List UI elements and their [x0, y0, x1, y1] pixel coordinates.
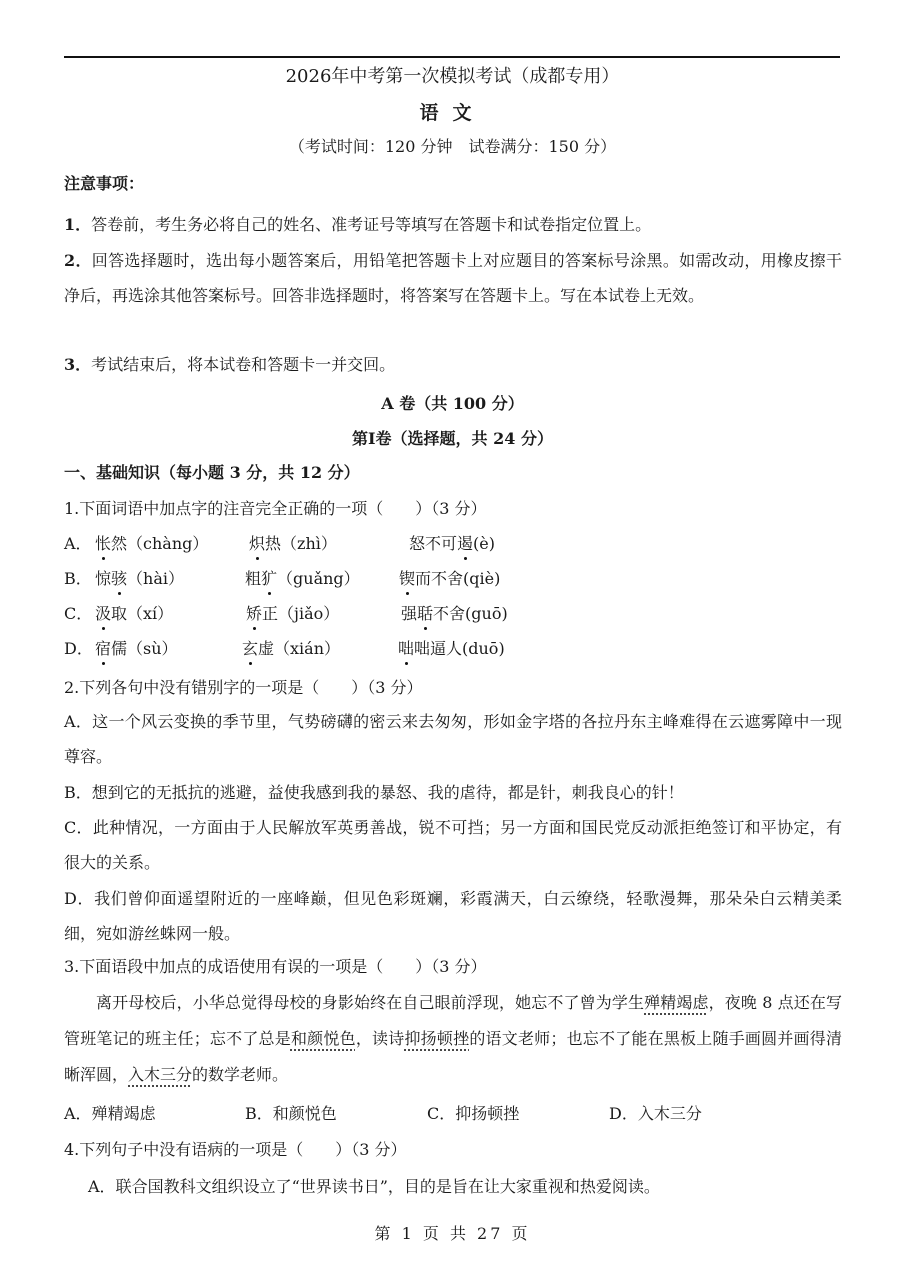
header-rule — [64, 56, 840, 58]
option-text: 我们曾仰面遥望附近的一座峰巅，但见色彩斑斓，彩霞满天，白云缭绕，轻歌漫舞，那朵朵白云精美柔细，宛如游丝蛛网一般。 — [64, 889, 842, 943]
note-text: 回答选择题时，选出每小题答案后，用铅笔把答题卡上对应题目的答案标号涂黑。如需改动，用橡皮擦干净后，再选涂其他答案标号。回答非选择题时，将答案写在答题卡上。写在本试卷上无效。 — [64, 251, 842, 305]
dotted-char: 锲 — [399, 567, 415, 591]
dotted-idiom-3 — [404, 1029, 469, 1048]
q2-option-a — [64, 704, 842, 774]
option-label: D． — [64, 639, 93, 658]
word-pre: 粗 — [245, 569, 262, 588]
q1-d-word-1 — [95, 637, 178, 661]
q3-option-d — [609, 1102, 702, 1126]
exam-meta: （考试时间：120 分钟 试卷满分：150 分） — [288, 137, 617, 156]
note-item-1 — [64, 207, 842, 242]
word-post: 然（chàng） — [111, 534, 209, 553]
option-text: 入木三分 — [637, 1104, 702, 1123]
exam-title: 2026年中考第一次模拟考试（成都专用） — [285, 66, 620, 87]
q2-option-d — [64, 881, 842, 951]
option-label: A． — [88, 1177, 116, 1196]
note-item-3 — [64, 347, 842, 382]
q1-stem: 1.下面词语中加点字的注音完全正确的一项（ ）（3 分） — [64, 499, 487, 518]
dotted-char: 遏 — [457, 532, 473, 556]
option-text: 联合国教科文组织设立了“世界读书日”，目的是旨在让大家重视和热爱阅读。 — [115, 1177, 660, 1196]
note-number: 3． — [64, 355, 92, 374]
dotted-char: 炽 — [249, 532, 265, 556]
passage-text: ，读诗 — [355, 1029, 405, 1048]
q1-c-word-2 — [246, 602, 339, 626]
q3-passage — [64, 985, 842, 1093]
basic-knowledge-heading: 一、基础知识（每小题 3 分，共 12 分） — [64, 463, 360, 482]
q1-a-word-3 — [409, 532, 495, 556]
dotted-char: 宿 — [95, 637, 111, 661]
idiom-text: 殚精竭虑 — [644, 993, 709, 1012]
passage-text: 的语文老师；也忘不了能在黑板上随手画圆并画得清晰浑圆， — [64, 1029, 842, 1084]
option-text: 这一个风云变换的季节里，气势磅礴的密云来去匆匆，形如金字塔的各拉丹东主峰难得在云遮雾障中一现尊容。 — [64, 712, 842, 766]
word-pre: 强 — [401, 604, 418, 623]
note-text: 答卷前，考生务必将自己的姓名、准考证号等填写在答题卡和试卷指定位置上。 — [91, 215, 652, 234]
q1-a-word-2 — [249, 532, 337, 556]
notes-heading: 注意事项： — [64, 174, 145, 193]
option-label: D． — [64, 889, 95, 908]
q1-b-word-2 — [245, 567, 360, 591]
q2-option-c — [64, 810, 842, 880]
q1-b-word-3 — [399, 567, 500, 591]
word-post: （guǎng） — [277, 569, 360, 588]
idiom-text: 抑扬顿挫 — [404, 1029, 470, 1048]
option-label: C． — [64, 818, 93, 837]
dotted-char: 怅 — [95, 532, 111, 556]
word-pre: 惊 — [95, 569, 112, 588]
word-post: 咄逼人(duō) — [414, 639, 505, 658]
q4-stem: 4.下列句子中没有语病的一项是（ ）（3 分） — [64, 1140, 407, 1159]
word-post: 取（xí） — [111, 604, 174, 623]
dotted-idiom-1 — [644, 993, 709, 1012]
option-label: B． — [245, 1104, 273, 1123]
option-label: B． — [64, 783, 92, 802]
q2-option-b — [64, 775, 842, 810]
dotted-char: 聒 — [417, 602, 433, 626]
dotted-char: 骇 — [111, 567, 127, 591]
option-text: 此种情况，一方面由于人民解放军英勇善战，锐不可挡；另一方面和国民党反动派拒绝签订和平协定，有很大的关系。 — [64, 818, 842, 872]
q2-stem: 2.下列各句中没有错别字的一项是（ ）（3 分） — [64, 678, 423, 697]
option-label: C． — [64, 604, 93, 623]
dotted-idiom-2 — [291, 1029, 356, 1048]
subject-title: 语文 — [419, 102, 486, 124]
word-post: （hài） — [127, 569, 184, 588]
q3-stem: 3.下面语段中加点的成语使用有误的一项是（ ）（3 分） — [64, 957, 487, 976]
idiom-text: 入木三分 — [128, 1065, 193, 1084]
idiom-text: 和颜悦色 — [290, 1029, 356, 1048]
note-number: 2． — [64, 251, 92, 270]
note-item-2 — [64, 243, 842, 313]
page-number: 第 1 页 共 27 页 — [374, 1224, 531, 1243]
word-post: 正（jiǎo） — [262, 604, 340, 623]
option-text: 殚精竭虑 — [91, 1104, 156, 1123]
q1-d-word-2 — [242, 637, 340, 661]
volume-a-heading: A 卷（共 100 分） — [381, 394, 524, 413]
q4-option-a — [88, 1175, 660, 1199]
option-label: B． — [64, 569, 92, 588]
q1-a-word-1 — [95, 532, 208, 556]
dotted-char: 玄 — [242, 637, 258, 661]
passage-text: 的数学老师。 — [192, 1065, 289, 1084]
passage-text: ，夜晚 8 点还在写管班笔记的班主任；忘不了总是 — [64, 993, 842, 1048]
dotted-char: 汲 — [95, 602, 111, 626]
passage-text: 离开母校后，小华总觉得母校的身影始终在自己眼前浮现，她忘不了曾为学生 — [96, 993, 645, 1012]
option-text: 抑扬顿挫 — [455, 1104, 520, 1123]
q1-c-word-1 — [95, 602, 173, 626]
option-label: D． — [609, 1104, 638, 1123]
dotted-idiom-4 — [128, 1065, 192, 1084]
word-post: 虚（xián） — [258, 639, 341, 658]
part-1-heading: 第Ⅰ卷（选择题，共 24 分） — [352, 429, 553, 448]
note-number: 1． — [64, 215, 92, 234]
q3-option-a — [64, 1102, 156, 1126]
q3-option-b — [245, 1102, 337, 1126]
word-post: 不舍(guō) — [433, 604, 508, 623]
dotted-char: 咄 — [398, 637, 414, 661]
option-text: 和颜悦色 — [272, 1104, 337, 1123]
option-label: A． — [64, 534, 92, 553]
word-post: (è) — [473, 534, 495, 553]
option-label: A． — [64, 712, 93, 731]
q3-option-c — [427, 1102, 519, 1126]
option-label: C． — [427, 1104, 456, 1123]
note-text: 考试结束后，将本试卷和答题卡一并交回。 — [91, 355, 396, 374]
word-post: 热（zhì） — [265, 534, 337, 553]
option-label: A． — [64, 1104, 92, 1123]
option-text: 想到它的无抵抗的逃避，益使我感到我的暴怒、我的虐待，都是针，刺我良心的针！ — [91, 783, 684, 802]
word-post: 而不舍(qiè) — [415, 569, 501, 588]
dotted-char: 犷 — [261, 567, 277, 591]
word-pre: 怒不可 — [409, 534, 458, 553]
word-post: 儒（sù） — [111, 639, 178, 658]
q1-d-word-3 — [398, 637, 505, 661]
q1-c-word-3 — [401, 602, 508, 626]
q1-b-word-1 — [95, 567, 184, 591]
dotted-char: 矫 — [246, 602, 262, 626]
